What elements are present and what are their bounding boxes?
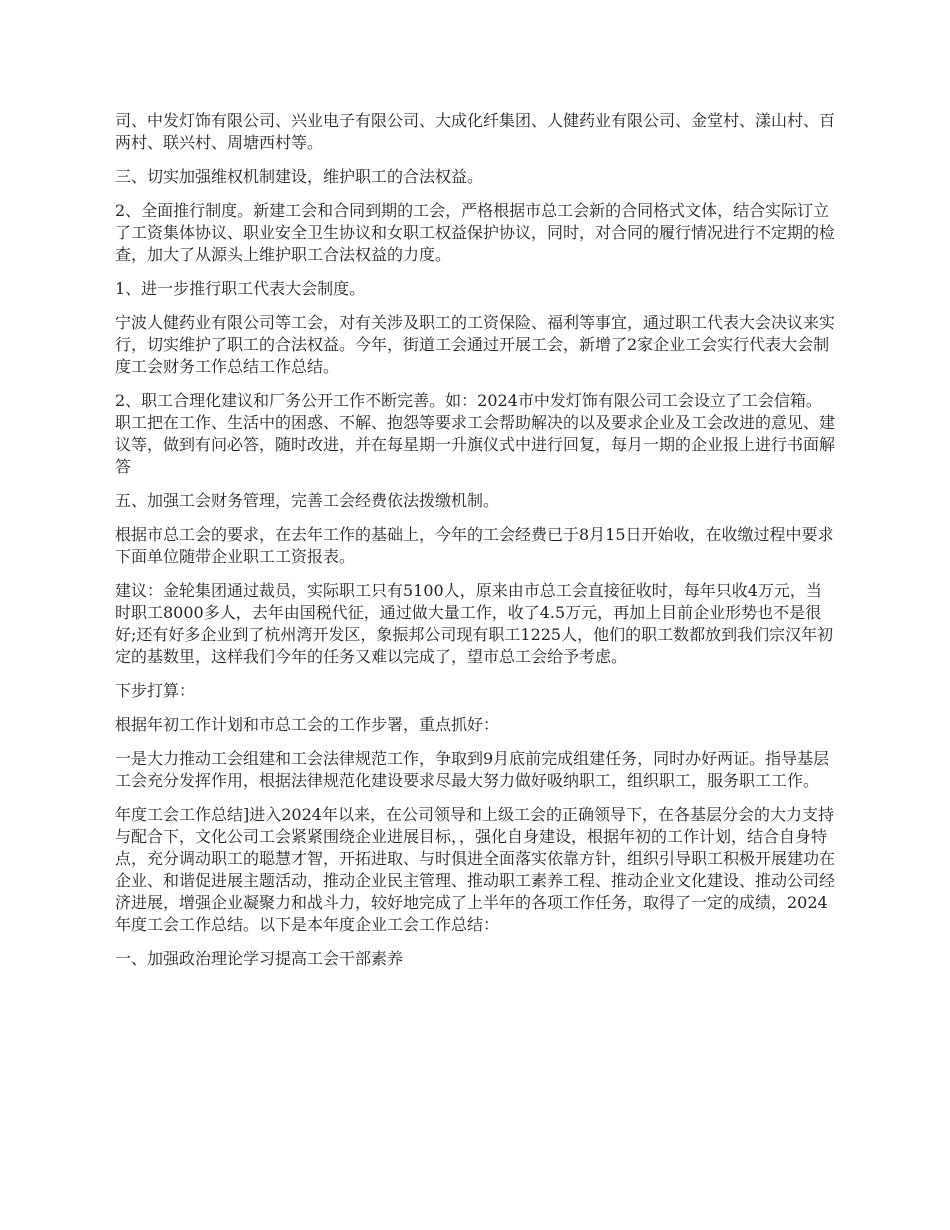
paragraph: 年度工会工作总结]进入2024年以来，在公司领导和上级工会的正确领导下，在各基层分会的大力支持与配合下，文化公司工会紧紧围绕企业进展目标，，强化自身建设，根据年初的工作计划，结合自身特点，充分调动职工的聪慧才智，开拓进取、与时俱进全面落实依靠方针，组织引导职工积极开展建功在企业、和谐促进展主题活动，推动企业民主管理、推动职工素养工程、推动企业文化建设、推动公司经济进展，增强企业凝聚力和战斗力，较好地完成了上半年的各项工作任务，取得了一定的成绩，2024年度工会工作总结。以下是本年度企业工会工作总结： [115, 805, 836, 934]
document-body [115, 110, 837, 982]
paragraph: 2、职工合理化建议和厂务公开工作不断完善。如：2024市中发灯饰有限公司工会设立了工会信箱。职工把在工作、生活中的困惑、不解、抱怨等要求工会帮助解决的以及要求企业及工会改进的意见、建议等，做到有问必答，随时改进，并在每星期一升旗仪式中进行回复，每月一期的企业报上进行书面解答 [115, 391, 836, 476]
paragraph: 司、中发灯饰有限公司、兴业电子有限公司、大成化纤集团、人健药业有限公司、金堂村、漾山村、百两村、联兴村、周塘西村等。 [115, 111, 836, 152]
section-heading: 五、加强工会财务管理，完善工会经费依法拨缴机制。 [115, 491, 500, 510]
paragraph: 一是大力推动工会组建和工会法律规范工作，争取到9月底前完成组建任务，同时办好两证。指导基层工会充分发挥作用，根据法律规范化建设要求尽最大努力做好吸纳职工，组织职工，服务职工工作。 [115, 749, 830, 790]
paragraph: 根据年初工作计划和市总工会的工作步署，重点抓好： [115, 715, 500, 734]
paragraph: 建议：金轮集团通过裁员，实际职工只有5100人，原来由市总工会直接征收时，每年只收4万元，当时职工8000多人，去年由国税代征，通过做大量工作，收了4.5万元，再加上目前企业形势也不是很好;还有好多企业到了杭州湾开发区，象振邦公司现有职工1225人，他们的职工数都放到我们宗汉年初定的基数里，这样我们今年的任务又难以完成了，望市总工会给予考虑。 [115, 581, 834, 666]
subsection-heading: 下步打算： [115, 681, 196, 700]
section-heading: 一、加强政治理论学习提高工会干部素养 [115, 949, 404, 968]
paragraph: 根据市总工会的要求，在去年工作的基础上，今年的工会经费已于8月15日开始收，在收缴过程中要求下面单位随带企业职工工资报表。 [115, 525, 834, 566]
subsection-heading: 1、进一步推行职工代表大会制度。 [115, 279, 366, 298]
paragraph: 宁波人健药业有限公司等工会，对有关涉及职工的工资保险、福利等事宜，通过职工代表大会决议来实行，切实维护了职工的合法权益。今年，街道工会通过开展工会，新增了2家企业工会实行代表大会制度工会财务工作总结工作总结。 [115, 313, 836, 376]
paragraph: 2、全面推行制度。新建工会和合同到期的工会，严格根据市总工会新的合同格式文体，结合实际订立了工资集体协议、职业安全卫生协议和女职工权益保护协议，同时，对合同的履行情况进行不定期的检查，加大了从源头上维护职工合法权益的力度。 [115, 201, 836, 264]
section-heading: 三、切实加强维权机制建设，维护职工的合法权益。 [115, 167, 484, 186]
